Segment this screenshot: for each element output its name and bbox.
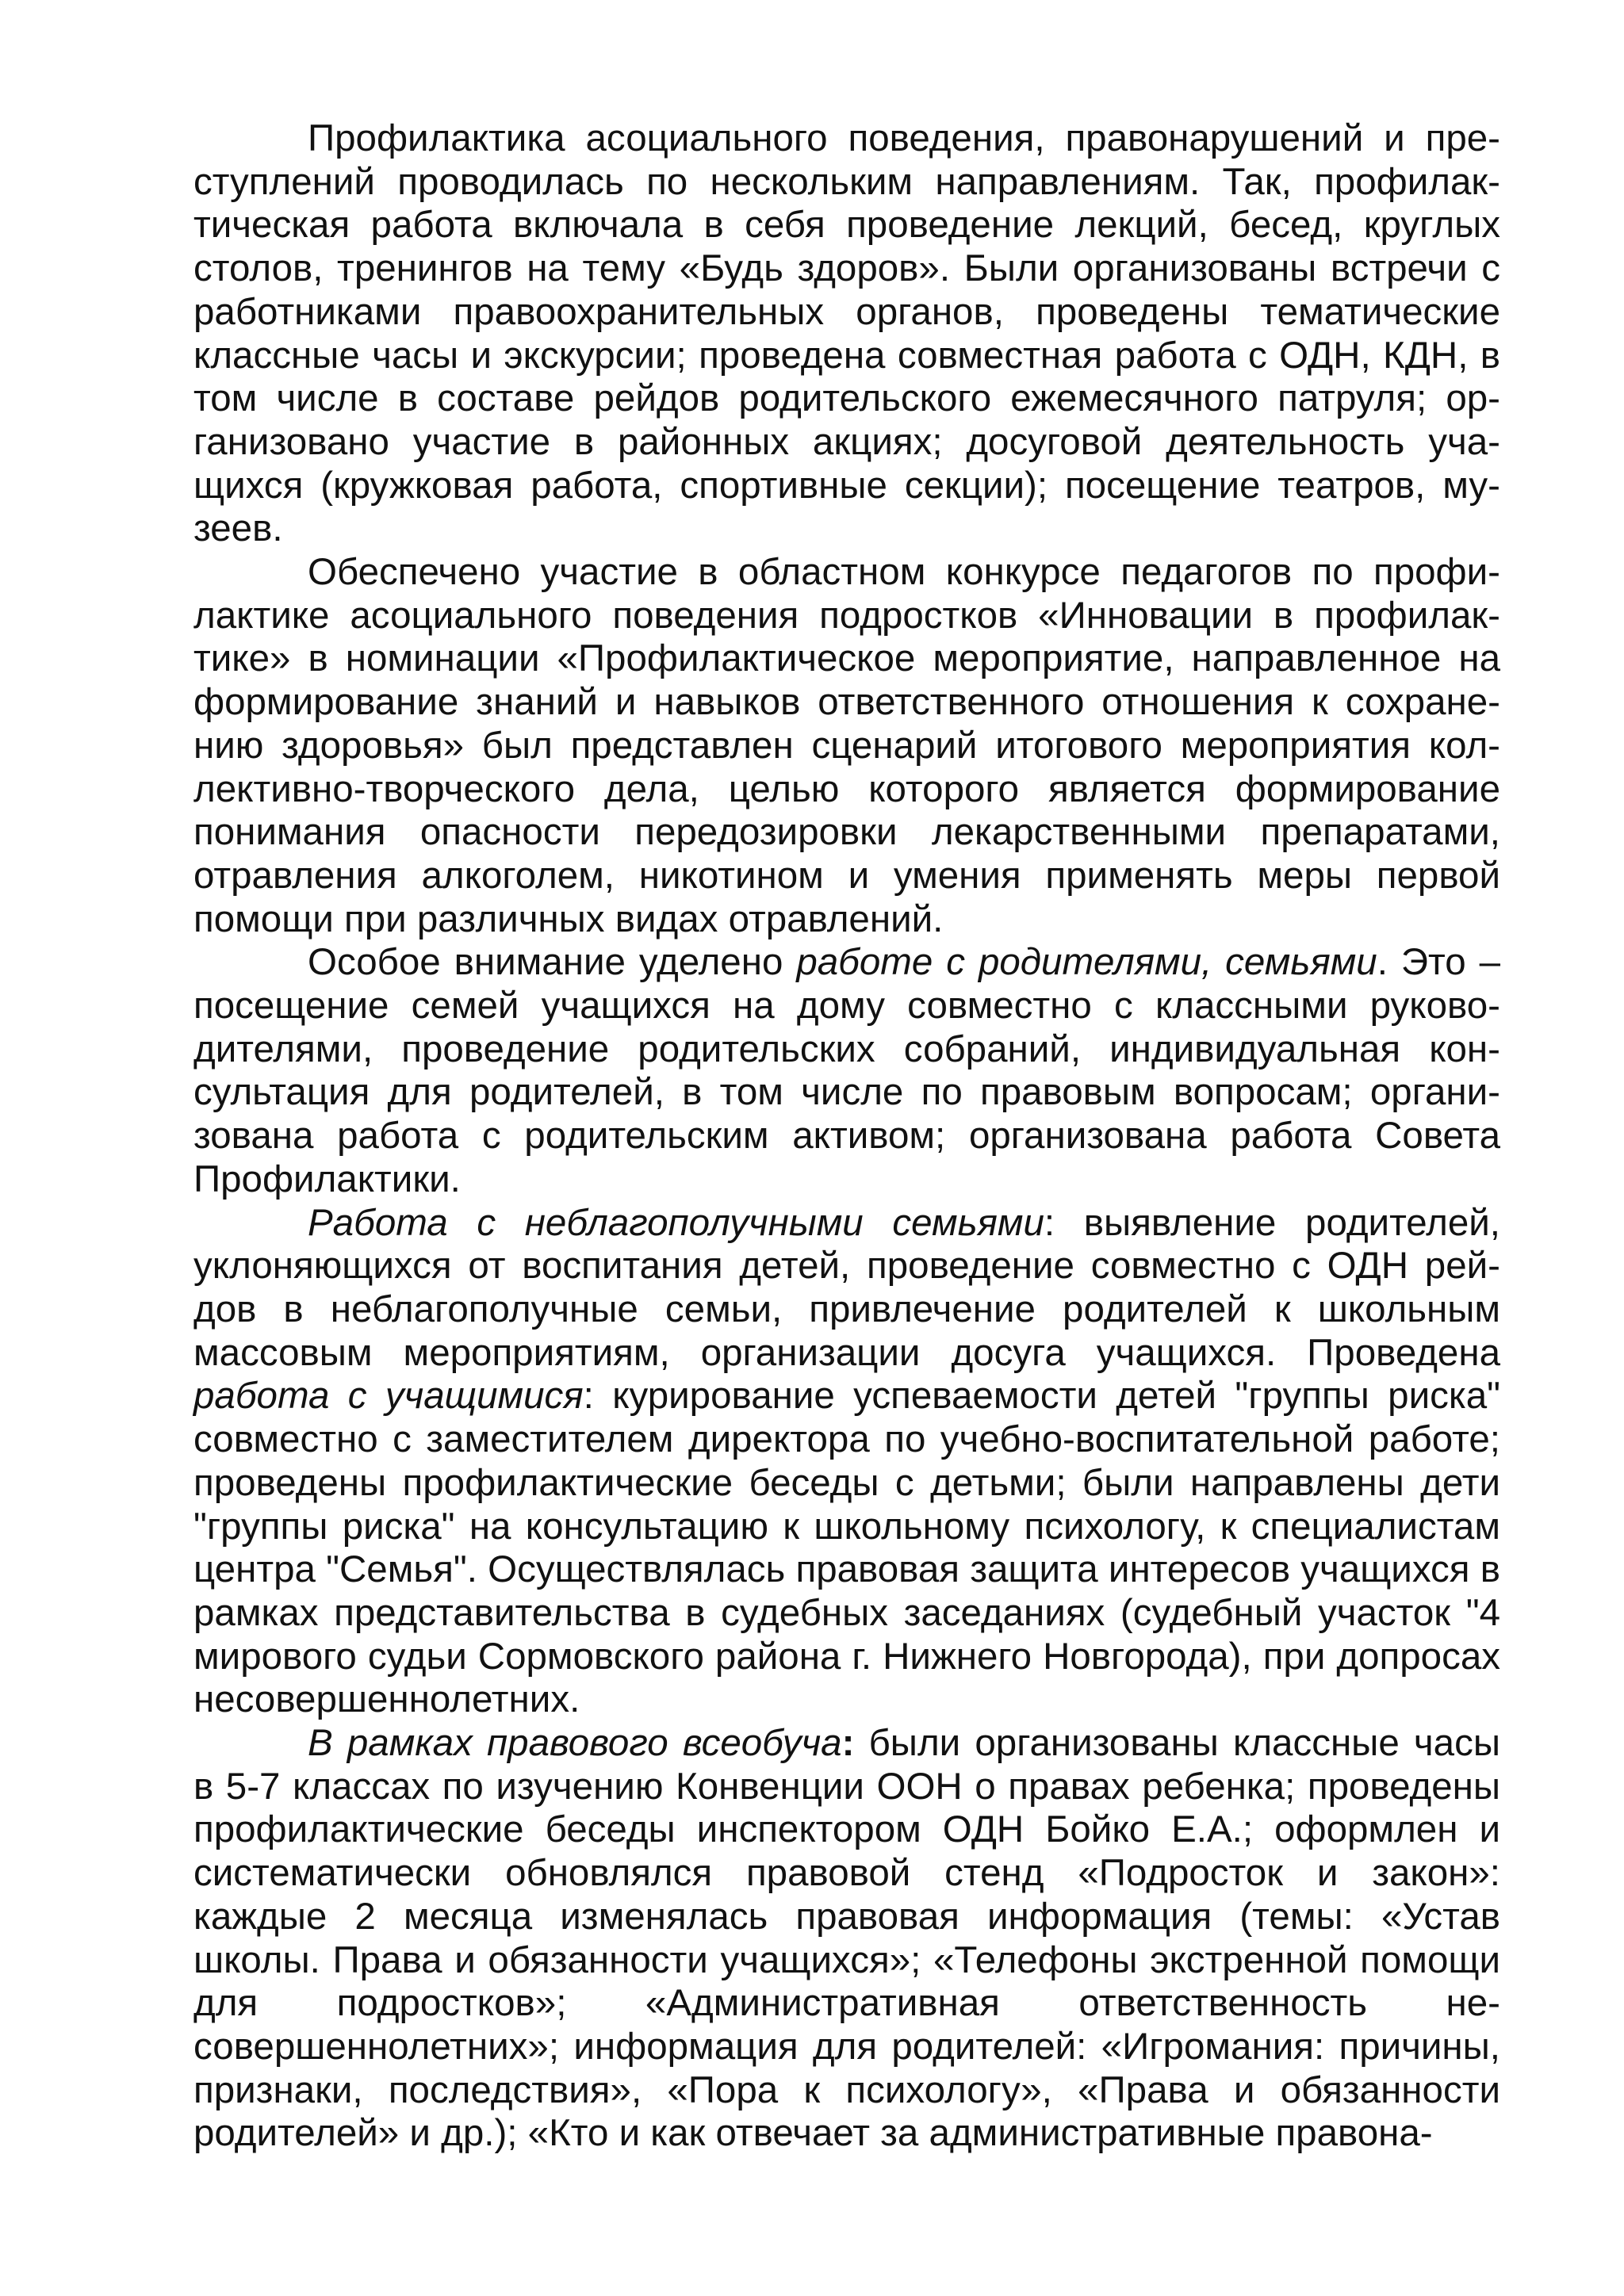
italic-segment: работа с учащимися — [193, 1375, 584, 1418]
text-segment: Профилактика асоциального поведения, правонарушений и преступлений проводилась по нескольким направлениям. Так, профилактическая работа включала в себя проведение лекций, бесед, круглых столов, тренингов на тему «Будь здоров». Были организованы встречи с работниками правоохранительных органов, проведены тематические классные часы и экскурсии; проведена совместная работа с ОДН, КДН, в том числе в составе рейдов родительского ежемесячного патруля; организовано участие в районных акциях; досуговой деятельность учащихся (кружковая работа, спортивные секции); посещение театров, музеев. — [193, 117, 1500, 550]
paragraph-parents — [193, 941, 1500, 1201]
italic-segment: В рамках правового всеобуча — [308, 1722, 842, 1765]
italic-segment: Работа с неблагополучными семьями — [308, 1201, 1044, 1244]
paragraph-families — [193, 1202, 1500, 1722]
document-page — [193, 117, 1500, 2156]
bold-segment: : — [841, 1722, 855, 1765]
paragraph-prevention — [193, 117, 1500, 551]
paragraph-legal-education — [193, 1722, 1500, 2156]
italic-segment: работе с родителями, семьями — [796, 941, 1377, 984]
text-segment: были организованы классные часы в 5-7 классах по изучению Конвенции ООН о правах ребенка; проведены профилактические беседы инспектором ОДН Бойко Е.А.; оформлен и систематически обновлялся правовой стенд «Подросток и закон»: каждые 2 месяца изменялась правовая информация (темы: «Устав школы. Права и обязанности учащихся»; «Телефоны экстренной помощи для подростков»; «Административная ответственность несовершеннолетних»; информация для родителей: «Игромания: причины, признаки, последствия», «Пора к психологу», «Права и обязанности родителей» и др.); «Кто и как отвечает за административные правона- — [193, 1722, 1500, 2155]
text-segment: Обеспечено участие в областном конкурсе педагогов по профилактике асоциального поведения подростков «Инновации в профилактике» в номинации «Профилактическое мероприятие, направленное на формирование знаний и навыков ответственного отношения к сохранению здоровья» был представлен сценарий итогового мероприятия коллективно-творческого дела, целью которого является формирование понимания опасности передозировки лекарственными препаратами, отравления алкоголем, никотином и умения применять меры первой помощи при различных видах отравлений. — [193, 551, 1500, 940]
text-segment: : курирование успеваемости детей "группы риска" совместно с заместителем директора по учебно-воспитательной работе; проведены профилактические беседы с детьми; были направлены дети "группы риска" на консультацию к школьному психологу, к специалистам центра "Семья". Осуществлялась правовая защита интересов учащихся в рамках представительства в судебных заседаниях (судебный участок "4 мирового судьи Сормовского района г. Нижнего Новгорода), при допросах несовершеннолетних. — [193, 1375, 1500, 1721]
text-segment: . Это – посещение семей учащихся на дому совместно с классными руководителями, проведение родительских собраний, индивидуальная консультация для родителей, в том числе по правовым вопросам; организована работа с родительским активом; организована работа Совета Профилактики. — [193, 941, 1500, 1200]
text-segment: Особое внимание уделено — [308, 941, 797, 984]
text-segment: : выявление родителей, уклоняющихся от воспитания детей, проведение совместно с ОДН рейдов в неблагополучные семьи, привлечение родителей к школьным массовым мероприятиям, организации досуга учащихся. Проведена — [193, 1201, 1500, 1374]
paragraph-contest — [193, 551, 1500, 941]
